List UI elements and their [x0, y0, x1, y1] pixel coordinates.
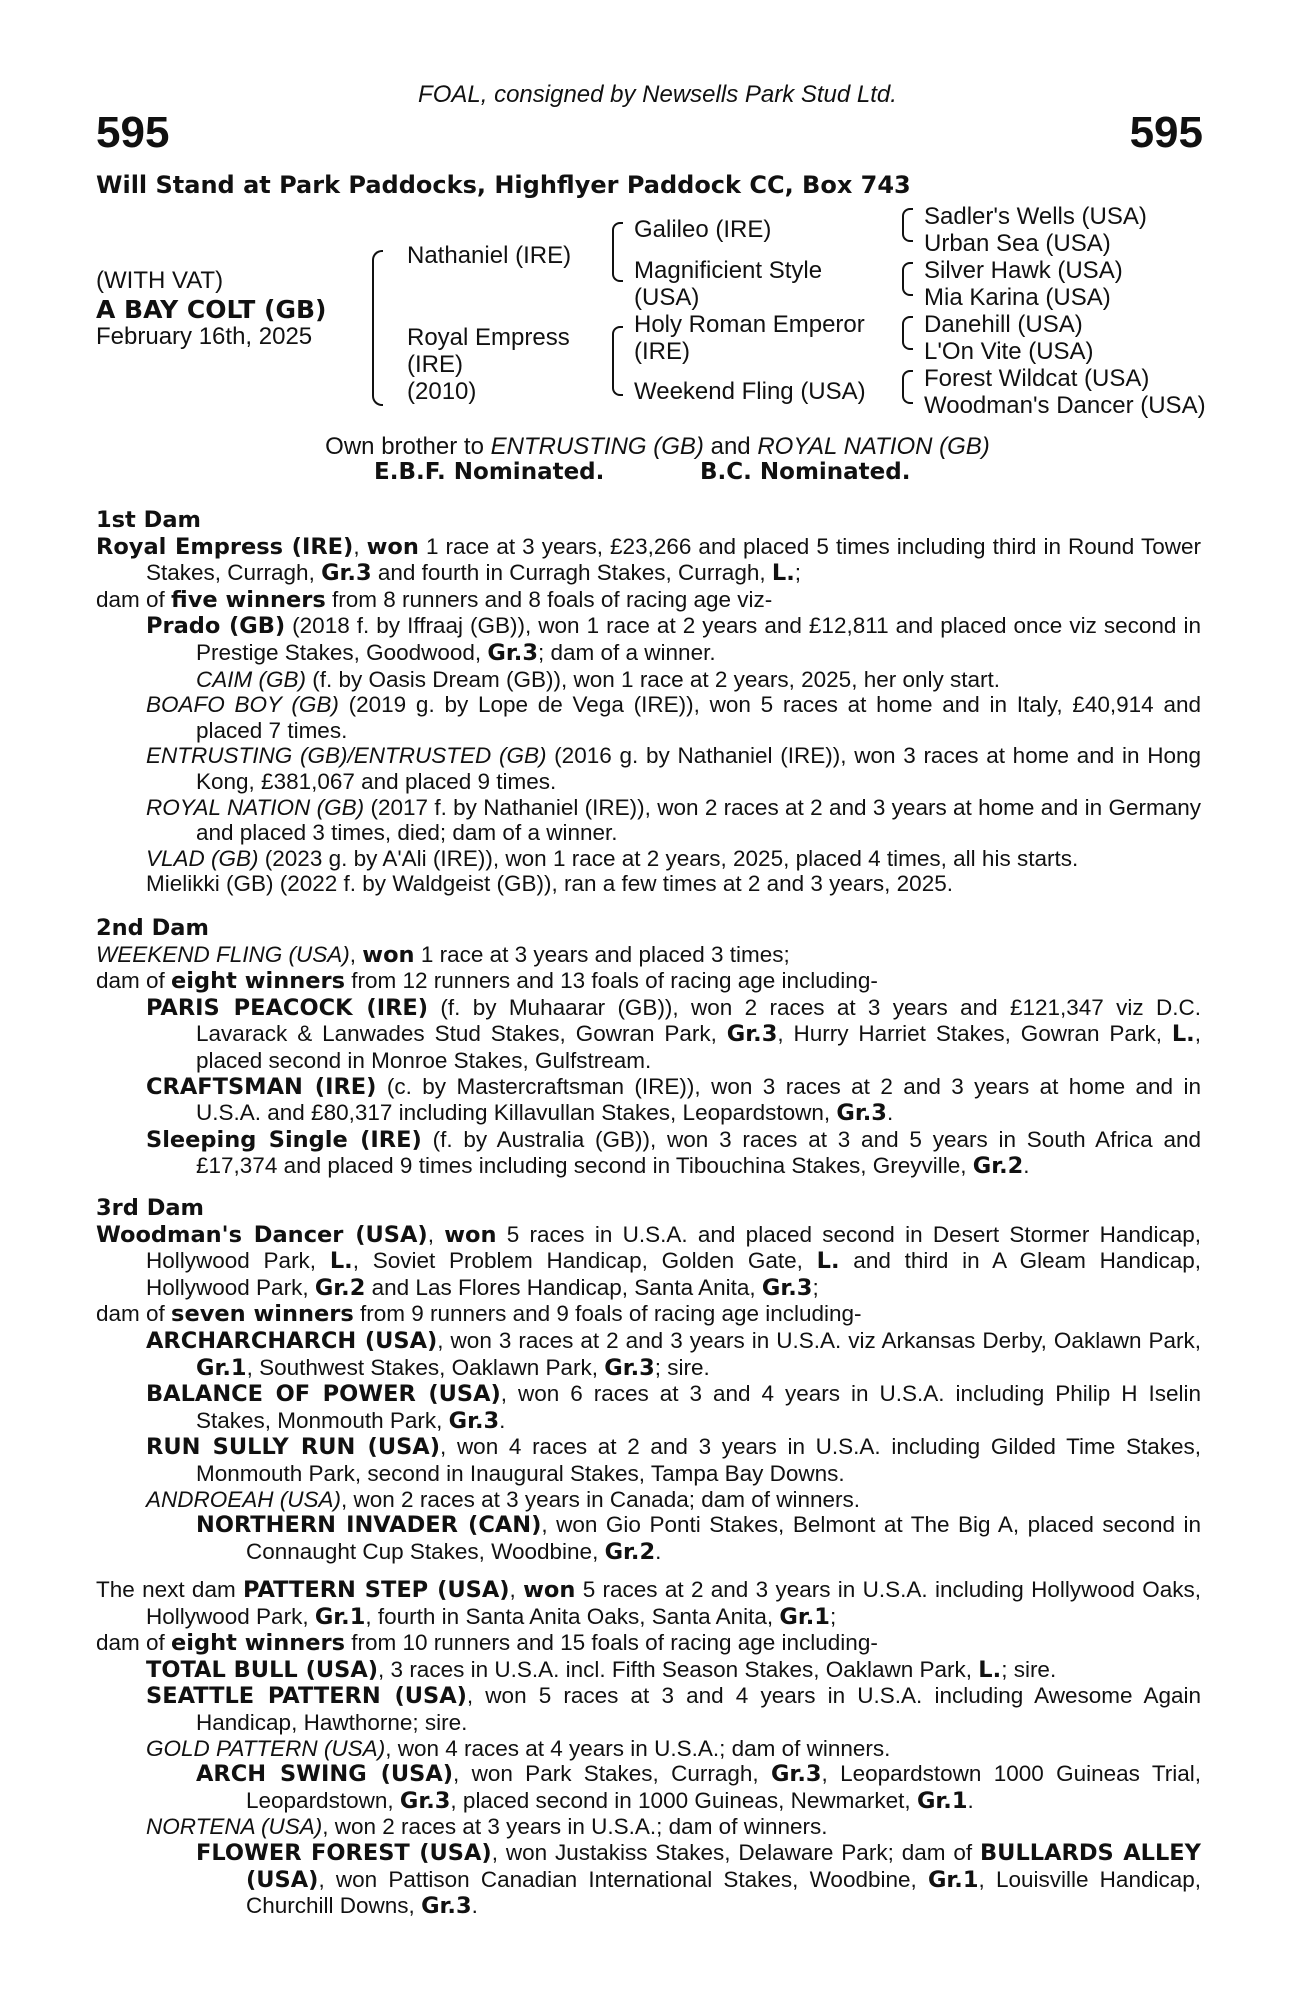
dam-dam: Weekend Fling (USA) [634, 378, 866, 405]
bracket-dd [902, 370, 913, 404]
list-item: GOLD PATTERN (USA), won 4 races at 4 years in U.S.A.; dam of winners. [146, 1735, 891, 1761]
list-item: CAIM (GB) (f. by Oasis Dream (GB)), won 1 race at 2 years, 2025, her only start. [196, 666, 1001, 692]
list-item: CRAFTSMAN (IRE) (c. by Mastercraftsman (IRE)), won 3 races at 2 and 3 years at home and in U.S.A. and £80,317 including Killavullan Stakes, Leopardstown, Gr.3. [146, 1073, 1201, 1127]
list-item: ANDROEAH (USA), won 2 races at 3 years in Canada; dam of winners. [146, 1486, 861, 1512]
first-dam-produce-summary: dam of five winners from 8 runners and 8 foals of racing age viz- [96, 586, 773, 613]
first-dam-record: Royal Empress (IRE), won 1 race at 3 years, £23,266 and placed 5 times including third in Round Tower Stakes, Curragh, Gr.3 and fourth in Curragh Stakes, Curragh, L.; [96, 533, 1201, 587]
lot-number-right: 595 [1129, 108, 1203, 157]
own-brother-line: Own brother to ENTRUSTING (GB) and ROYAL NATION (GB) [325, 433, 990, 460]
list-item: VLAD (GB) (2023 g. by A'Ali (IRE)), won 1 race at 2 years, 2025, placed 4 times, all his starts. [146, 845, 1079, 871]
dam-line3: (2010) [407, 378, 477, 405]
third-dam-produce-summary: dam of seven winners from 9 runners and 9 foals of racing age including- [96, 1301, 862, 1328]
next-dam-section [96, 1577, 1201, 1920]
list-item: NORTENA (USA), won 2 races at 3 years in U.S.A.; dam of winners. [146, 1814, 828, 1840]
next-dam-produce-summary: dam of eight winners from 10 runners and 15 foals of racing age including- [96, 1630, 878, 1657]
first-dam-heading: 1st Dam [96, 507, 201, 533]
list-item: ARCHARCHARCH (USA), won 3 races at 2 and 3 years in U.S.A. viz Arkansas Derby, Oaklawn Park, Gr.1, Southwest Stakes, Oaklawn Park, Gr.3; sire. [146, 1327, 1201, 1381]
dam-line2: (IRE) [407, 351, 463, 378]
dam-line1: Royal Empress [407, 324, 570, 351]
sire-dam-line2: (USA) [634, 284, 700, 311]
stand-location: Will Stand at Park Paddocks, Highflyer Paddock CC, Box 743 [96, 171, 911, 199]
dam-sire-line2: (IRE) [634, 338, 690, 365]
ancestor-dsd: L'On Vite (USA) [924, 338, 1094, 365]
bracket-ss [902, 208, 913, 242]
list-item: RUN SULLY RUN (USA), won 4 races at 2 and 3 years in U.S.A. including Gilded Time Stakes, Monmouth Park, second in Inaugural Stakes, Tampa Bay Downs. [146, 1434, 1202, 1486]
list-item: ARCH SWING (USA), won Park Stakes, Curragh, Gr.3, Leopardstown 1000 Guineas Trial, Leopardstown, Gr.3, placed second in 1000 Guineas, Newmarket, Gr.1. [196, 1761, 1201, 1814]
second-dam-section [96, 916, 1201, 1180]
third-dam-heading: 3rd Dam [96, 1195, 204, 1221]
third-dam-section [96, 1196, 1201, 1565]
list-item: FLOWER FOREST (USA), won Justakiss Stakes, Delaware Park; dam of BULLARDS ALLEY (USA), won Pattison Canadian International Stakes, Woodbine, Gr.1, Louisville Handicap, Churchill Downs, Gr.3. [196, 1839, 1201, 1920]
pedigree-bracket-main [372, 250, 383, 406]
foaling-date: February 16th, 2025 [96, 323, 313, 350]
ancestor-dss: Danehill (USA) [924, 311, 1083, 338]
second-dam-heading: 2nd Dam [96, 915, 209, 941]
dam-sire-line1: Holy Roman Emperor [634, 311, 865, 338]
sire: Nathaniel (IRE) [407, 242, 572, 269]
bracket-sd [902, 262, 913, 296]
list-item: BALANCE OF POWER (USA), won 6 races at 3 and 4 years in U.S.A. including Philip H Iselin Stakes, Monmouth Park, Gr.3. [146, 1381, 1202, 1434]
list-item: ENTRUSTING (GB)/ENTRUSTED (GB) (2016 g. by Nathaniel (IRE)), won 3 races at home and in Hong Kong, £381,067 and placed 9 times. [146, 743, 1201, 794]
list-item: Prado (GB) (2018 f. by Iffraaj (GB)), won 1 race at 2 years and £12,811 and placed once viz second in Prestige Stakes, Goodwood, Gr.3; dam of a winner. [146, 613, 1201, 666]
ancestor-ssd: Urban Sea (USA) [924, 230, 1111, 257]
bc-nomination: B.C. Nominated. [700, 459, 911, 485]
second-dam-record: WEEKEND FLING (USA), won 1 race at 3 years and placed 3 times; [96, 941, 790, 968]
ancestor-sdd: Mia Karina (USA) [924, 284, 1111, 311]
list-item: Mielikki (GB) (2022 f. by Waldgeist (GB)), ran a few times at 2 and 3 years, 2025. [146, 871, 953, 897]
ancestor-sss: Sadler's Wells (USA) [924, 203, 1147, 230]
horse-name: A BAY COLT (GB) [96, 295, 327, 324]
next-dam-record: The next dam PATTERN STEP (USA), won 5 races at 2 and 3 years in U.S.A. including Hollywood Oaks, Hollywood Park, Gr.1, fourth in Santa Anita Oaks, Santa Anita, Gr.1; [96, 1577, 1201, 1630]
list-item: BOAFO BOY (GB) (2019 g. by Lope de Vega (IRE)), won 5 races at home and in Italy, £40,914 and placed 7 times. [146, 692, 1201, 743]
pedigree-bracket-sire [612, 222, 623, 282]
list-item: NORTHERN INVADER (CAN), won Gio Ponti Stakes, Belmont at The Big A, placed second in Connaught Cup Stakes, Woodbine, Gr.2. [196, 1512, 1201, 1565]
ancestor-sds: Silver Hawk (USA) [924, 257, 1123, 284]
list-item: Sleeping Single (IRE) (f. by Australia (GB)), won 3 races at 3 and 5 years in South Africa and £17,374 and placed 9 times including second in Tibouchina Stakes, Greyville, Gr.2. [146, 1126, 1201, 1180]
consignor-line: FOAL, consigned by Newsells Park Stud Ltd. [418, 81, 897, 108]
pedigree-bracket-dam [612, 326, 623, 396]
bracket-ds [902, 316, 913, 350]
list-item: ROYAL NATION (GB) (2017 f. by Nathaniel (IRE)), won 2 races at 2 and 3 years at home and in Germany and placed 3 times, died; dam of a winner. [146, 794, 1201, 846]
first-dam-section [96, 508, 1201, 897]
vat-note: (WITH VAT) [96, 267, 224, 294]
ancestor-ddd: Woodman's Dancer (USA) [924, 392, 1206, 419]
sire-dam-line1: Magnificient Style [634, 257, 823, 284]
lot-number-left: 595 [96, 108, 170, 157]
list-item: SEATTLE PATTERN (USA), won 5 races at 3 and 4 years in U.S.A. including Awesome Again Handicap, Hawthorne; sire. [146, 1683, 1201, 1735]
list-item: PARIS PEACOCK (IRE) (f. by Muhaarar (GB)), won 2 races at 3 years and £121,347 viz D.C. Lavarack & Lanwades Stud Stakes, Gowran Park, Gr.3, Hurry Harriet Stakes, Gowran Park, L., placed second in Monroe Stakes, Gulfstream. [146, 994, 1201, 1073]
third-dam-record: Woodman's Dancer (USA), won 5 races in U.S.A. and placed second in Desert Stormer Handicap, Hollywood Park, L., Soviet Problem Handicap, Golden Gate, L. and third in A Gleam Handicap, Hollywood Park, Gr.2 and Las Flores Handicap, Santa Anita, Gr.3; [96, 1221, 1201, 1301]
second-dam-produce-summary: dam of eight winners from 12 runners and 13 foals of racing age including- [96, 968, 878, 995]
ebf-nomination: E.B.F. Nominated. [374, 459, 605, 485]
list-item: TOTAL BULL (USA), 3 races in U.S.A. incl. Fifth Season Stakes, Oaklawn Park, L.; sire. [146, 1656, 1057, 1683]
ancestor-dds: Forest Wildcat (USA) [924, 365, 1150, 392]
sire-sire: Galileo (IRE) [634, 216, 772, 243]
